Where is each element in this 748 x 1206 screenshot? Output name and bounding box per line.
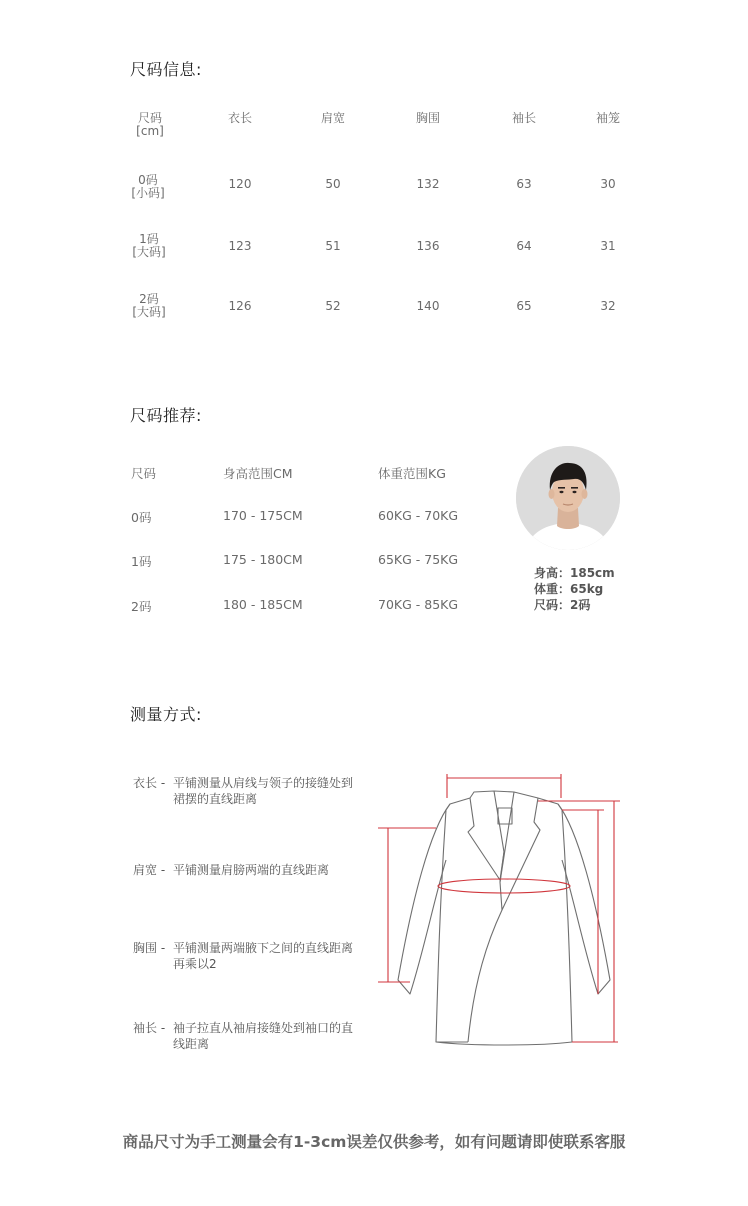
row-size [126,174,170,200]
rec-height: 175 - 180CM [223,552,303,567]
cell-length: 120 [228,177,252,191]
size-note: [小码] [131,186,165,200]
size-label: 2码 [139,292,159,306]
rec-header-size: 尺码 [131,466,157,481]
cell-shoulder: 52 [325,299,341,313]
measure-term: 袖长 - [133,1021,166,1035]
cell-sleeve: 63 [516,177,532,191]
rec-header-weight: 体重范围KG [378,466,446,481]
measure-item-shoulder [133,862,373,882]
model-height: 身高：185cm [534,566,615,580]
cell-chest: 132 [416,177,440,191]
footer-note: 商品尺寸为手工测量会有1-3cm误差仅供参考，如有问题请即使联系客服 [122,1133,626,1151]
header-shoulder: 肩宽 [320,111,345,125]
rec-weight: 60KG - 70KG [378,508,459,523]
header-chest: 胸围 [415,111,440,125]
cell-shoulder: 50 [325,177,341,191]
coat-diagram [370,770,630,1060]
measure-title: 测量方式: [130,705,202,724]
recommend-title: 尺码推荐: [130,406,202,425]
rec-size: 2码 [131,599,152,614]
measure-desc: 平铺测量两端腋下之间的直线距离再乘以2 [173,941,354,971]
size-info-title: 尺码信息: [130,60,202,79]
header-sleeve: 袖长 [511,111,536,125]
cell-armhole: 31 [600,239,616,253]
header-length: 衣长 [227,111,252,125]
measure-desc: 平铺测量肩膀两端的直线距离 [173,863,330,877]
cell-sleeve: 65 [516,299,532,313]
measure-desc: 袖子拉直从袖肩接缝处到袖口的直线距离 [173,1021,354,1051]
size-label: 1码 [139,232,159,246]
header-size [128,112,172,138]
rec-height: 180 - 185CM [223,597,303,612]
measure-term: 衣长 - [133,776,166,790]
cell-chest: 140 [416,299,440,313]
measure-desc: 平铺测量从肩线与领子的接缝处到裙摆的直线距离 [173,776,354,806]
cell-chest: 136 [416,239,440,253]
rec-weight: 70KG - 85KG [378,597,459,612]
rec-header-height: 身高范围CM [223,466,293,481]
measure-guides [378,774,620,1042]
measure-term: 肩宽 - [133,863,166,877]
cell-length: 126 [228,299,252,313]
size-note: [大码] [132,245,166,259]
model-weight: 体重：65kg [534,582,604,596]
cell-armhole: 30 [600,177,616,191]
cell-length: 123 [228,239,252,253]
rec-size: 1码 [131,554,152,569]
row-size [127,293,171,319]
rec-height: 170 - 175CM [223,508,303,523]
model-portrait-icon [516,446,620,550]
cell-shoulder: 51 [325,239,341,253]
row-size [127,233,171,259]
measure-item-chest [133,940,373,980]
measure-term: 胸围 - [133,941,166,955]
model-size: 尺码：2码 [534,598,591,612]
coat-outline-icon [398,791,610,1045]
size-label: 0码 [138,173,158,187]
rec-size: 0码 [131,510,152,525]
header-size-label: 尺码 [137,111,162,125]
cell-sleeve: 64 [516,239,532,253]
header-armhole: 袖笼 [595,111,620,125]
model-avatar [516,446,620,550]
rec-weight: 65KG - 75KG [378,552,459,567]
size-note: [大码] [132,305,166,319]
model-info [534,565,615,613]
measure-item-length [133,775,373,815]
header-size-unit: [cm] [136,124,164,138]
measure-item-sleeve [133,1020,373,1060]
cell-armhole: 32 [600,299,616,313]
